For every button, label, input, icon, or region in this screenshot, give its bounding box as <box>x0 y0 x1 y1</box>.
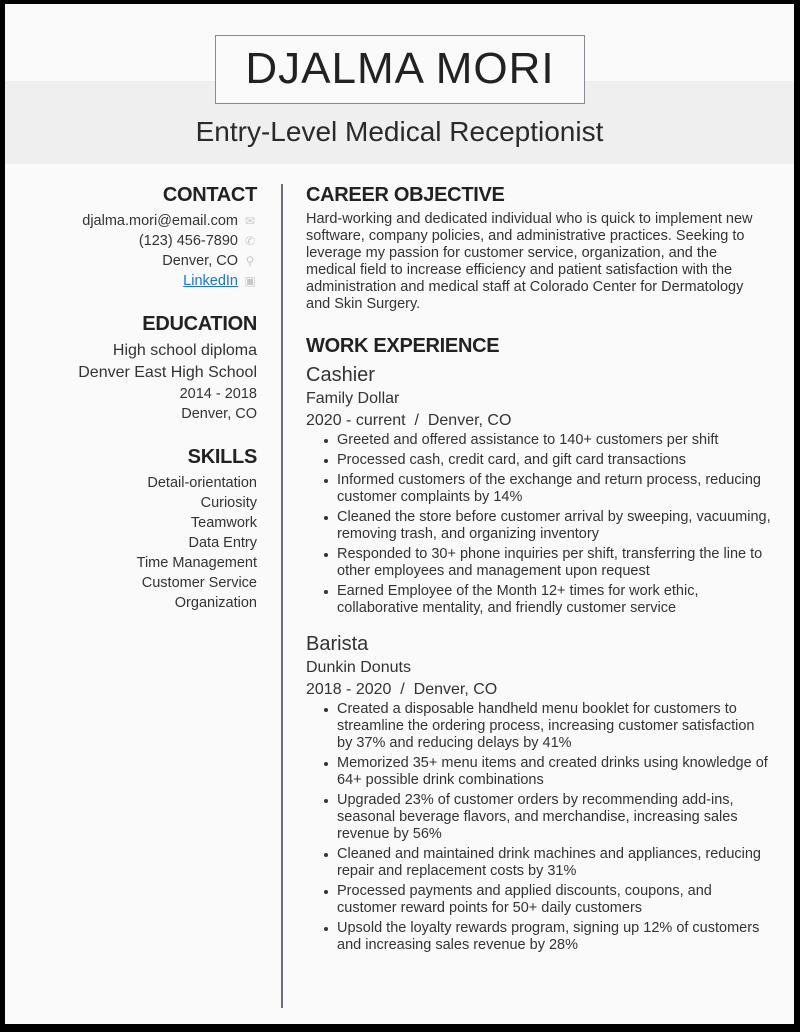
bullet: Created a disposable handheld menu booklet for customers to streamline the ordering process, increasing customer satisfaction by 37% and reducing delays by 41% <box>320 701 771 752</box>
job-entry <box>306 631 771 954</box>
skill-item: Detail-orientation <box>147 475 257 491</box>
email-row <box>5 211 257 231</box>
phone: (123) 456-7890 <box>138 233 238 249</box>
right-column <box>306 184 771 968</box>
column-divider <box>281 184 283 1008</box>
bullet: Earned Employee of the Month 12+ times for work ethic, collaborative mentality, and friendly customer service <box>320 583 771 617</box>
job-company: Family Dollar <box>306 390 400 407</box>
objective-heading: CAREER OBJECTIVE <box>306 184 505 206</box>
bullet: Upsold the loyalty rewards program, signing up 12% of customers and increasing sales revenue by 28% <box>320 920 771 954</box>
education-years: 2014 - 2018 <box>179 386 257 402</box>
education-section <box>5 313 257 424</box>
objective-text: Hard-working and dedicated individual who is quick to implement new software, company policies, and administrative practices. Seeking to leverage my passion for customer service, organization, and the medical field to increase efficiency and patient satisfaction with the administration and medical staff at Colorado Center for Dermatology and Skin Surgery. <box>306 211 753 312</box>
skill-item: Teamwork <box>190 515 257 531</box>
skill-item: Curiosity <box>200 495 257 511</box>
bullet: Responded to 30+ phone inquiries per shift, transferring the line to other employees and management upon request <box>320 546 771 580</box>
skills-section <box>5 446 257 613</box>
linkedin-link[interactable]: LinkedIn <box>183 273 238 289</box>
linkedin-icon: ▣ <box>244 274 256 288</box>
job-dates: 2020 - current / Denver, CO <box>306 412 512 429</box>
job-entry <box>306 362 771 617</box>
degree: High school diploma <box>112 342 257 359</box>
job-dates: 2018 - 2020 / Denver, CO <box>306 681 498 698</box>
bullet: Processed cash, credit card, and gift card transactions <box>320 452 771 469</box>
experience-heading: WORK EXPERIENCE <box>306 335 500 357</box>
objective-section <box>306 184 771 313</box>
skills-heading: SKILLS <box>187 446 257 468</box>
education-location: Denver, CO <box>181 406 257 422</box>
location-row <box>5 251 257 271</box>
bullet: Memorized 35+ menu items and created drinks using knowledge of 64+ possible drink combinations <box>320 755 771 789</box>
location: Denver, CO <box>162 253 238 269</box>
contact-section <box>5 184 257 291</box>
candidate-name: DJALMA MORI <box>215 35 585 104</box>
skill-item: Organization <box>174 595 257 611</box>
bullet: Processed payments and applied discounts, coupons, and customer reward points for 50+ daily customers <box>320 883 771 917</box>
skill-item: Time Management <box>136 555 257 571</box>
skill-item: Customer Service <box>141 575 257 591</box>
bullet: Cleaned and maintained drink machines and appliances, reducing repair and replacement costs by 31% <box>320 846 771 880</box>
job-role: Barista <box>306 633 369 655</box>
linkedin-row <box>5 271 257 291</box>
skill-item: Data Entry <box>188 535 257 551</box>
email: djalma.mori@email.com <box>82 213 238 229</box>
phone-icon: ✆ <box>244 234 256 248</box>
bullet: Greeted and offered assistance to 140+ customers per shift <box>320 432 771 449</box>
job-bullets <box>320 432 771 617</box>
education-heading: EDUCATION <box>142 313 257 335</box>
phone-row <box>5 231 257 251</box>
map-pin-icon: ⚲ <box>245 254 255 268</box>
resume-page <box>5 4 794 1024</box>
left-column <box>5 184 257 635</box>
bullet: Upgraded 23% of customer orders by recommending add-ins, seasonal beverage flavors, and merchandise, increasing sales revenue by 56% <box>320 792 771 843</box>
school: Denver East High School <box>78 364 257 381</box>
job-title: Entry-Level Medical Receptionist <box>195 116 604 147</box>
bullet: Cleaned the store before customer arrival by sweeping, vacuuming, removing trash, and organizing inventory <box>320 509 771 543</box>
bullet: Informed customers of the exchange and return process, reducing customer complaints by 14% <box>320 472 771 506</box>
experience-section <box>306 335 771 954</box>
envelope-icon: ✉ <box>244 214 256 228</box>
contact-heading: CONTACT <box>162 184 257 206</box>
job-role: Cashier <box>306 364 375 386</box>
job-bullets <box>320 701 771 954</box>
job-company: Dunkin Donuts <box>306 659 411 676</box>
